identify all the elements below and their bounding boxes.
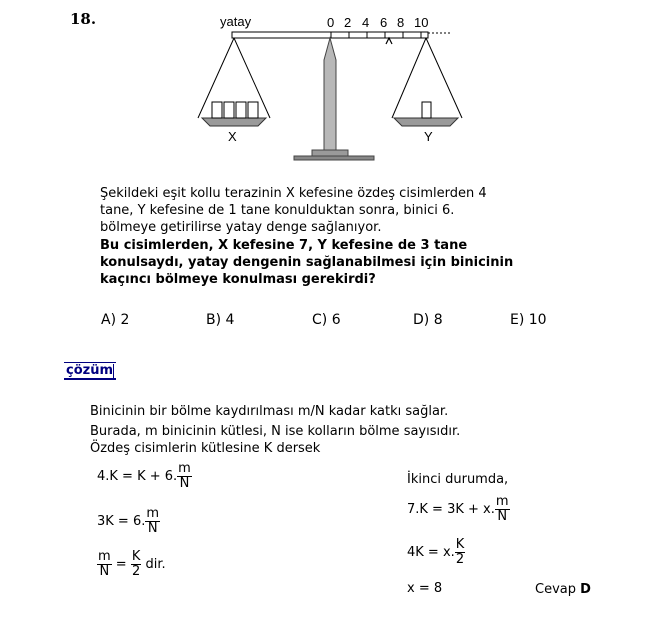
option-c[interactable]: C) 6	[312, 312, 341, 328]
equation-6: x = 8	[407, 581, 443, 596]
option-a[interactable]: A) 2	[101, 312, 130, 328]
equation-4-left: 7.K = 3K + x.	[407, 502, 495, 517]
equation-2-numerator: m	[146, 506, 160, 521]
equation-3-end: dir.	[141, 557, 166, 572]
left-pan-objects	[212, 102, 258, 118]
tick-label-6: 6	[380, 15, 388, 30]
equation-2-left: 3K = 6.	[97, 514, 146, 529]
equation-2-fraction	[145, 507, 160, 536]
equation-4-fraction	[495, 495, 510, 524]
left-pan	[202, 118, 266, 126]
solution-label-text: çözüm	[66, 363, 114, 378]
pan-x-label: X	[228, 129, 237, 144]
equation-5-left: 4K = x.	[407, 545, 455, 560]
solution-line-3: Özdeş cisimlerin kütlesine K dersek	[90, 441, 321, 456]
tick-label-4: 4	[362, 15, 370, 30]
equation-1	[97, 462, 192, 491]
equation-4	[407, 495, 510, 524]
pillar	[324, 38, 336, 150]
tick-label-8: 8	[397, 15, 405, 30]
equation-2-denominator: N	[147, 521, 158, 536]
equation-3-fraction-b	[131, 550, 142, 579]
equation-3-fraction-a	[97, 550, 112, 579]
equation-5	[407, 538, 465, 567]
equation-1-numerator: m	[178, 461, 191, 476]
base	[294, 156, 374, 160]
equation-5-numerator: K	[455, 537, 465, 552]
option-d[interactable]: D) 8	[413, 312, 443, 328]
answer-prefix: Cevap	[535, 582, 581, 597]
right-pan	[394, 118, 458, 126]
question-bold-line-2: konulsaydı, yatay dengenin sağlanabilmesi için binicinin	[100, 255, 514, 270]
solution-label	[64, 362, 116, 380]
equation-3-denominator-b: 2	[131, 564, 141, 579]
equation-3-denominator-a: N	[99, 564, 110, 579]
question-line-1: Şekildeki eşit kollu terazinin X kefesine özdeş cisimlerden 4	[100, 186, 487, 201]
option-b[interactable]: B) 4	[206, 312, 235, 328]
equation-4-denominator: N	[497, 509, 508, 524]
question-number: 18.	[70, 10, 97, 28]
solution-label-bar	[113, 364, 114, 378]
equation-1-left: 4.K = K + 6.	[97, 469, 178, 484]
rider-icon	[386, 38, 392, 44]
tick-label-0: 0	[327, 15, 335, 30]
balance-diagram	[190, 10, 470, 165]
equation-1-fraction	[177, 462, 192, 491]
question-line-3: bölmeye getirilirse yatay denge sağlanıyor.	[100, 220, 382, 235]
equation-2	[97, 507, 160, 536]
pan-y-label: Y	[424, 129, 433, 144]
equation-5-fraction	[455, 538, 466, 567]
solution-line-1: Binicinin bir bölme kaydırılması m/N kadar katkı sağlar.	[90, 404, 449, 419]
equation-1-denominator: N	[179, 476, 190, 491]
base-top	[312, 150, 348, 156]
question-bold-line-1: Bu cisimlerden, X kefesine 7, Y kefesine de 3 tane	[100, 238, 468, 253]
option-e[interactable]: E) 10	[510, 312, 547, 328]
question-bold-line-3: kaçıncı bölmeye konulması gerekirdi?	[100, 272, 376, 287]
equation-5-denominator: 2	[455, 552, 465, 567]
horizontal-label: yatay	[220, 14, 252, 29]
question-line-2: tane, Y kefesine de 1 tane konulduktan sonra, binici 6.	[100, 203, 455, 218]
solution-line-2: Burada, m binicinin kütlesi, N ise kolların bölme sayısıdır.	[90, 424, 461, 439]
second-case-label: İkinci durumda,	[407, 472, 509, 487]
tick-label-10: 10	[414, 15, 429, 30]
answer	[535, 582, 591, 598]
equation-3-numerator-b: K	[131, 549, 141, 564]
right-pan-object	[422, 102, 431, 118]
equation-3-equals: =	[111, 557, 131, 572]
equation-4-numerator: m	[495, 494, 509, 509]
equation-3-numerator-a: m	[98, 549, 111, 564]
equation-3	[97, 550, 166, 579]
tick-label-2: 2	[344, 15, 352, 30]
answer-letter: D	[580, 582, 591, 597]
